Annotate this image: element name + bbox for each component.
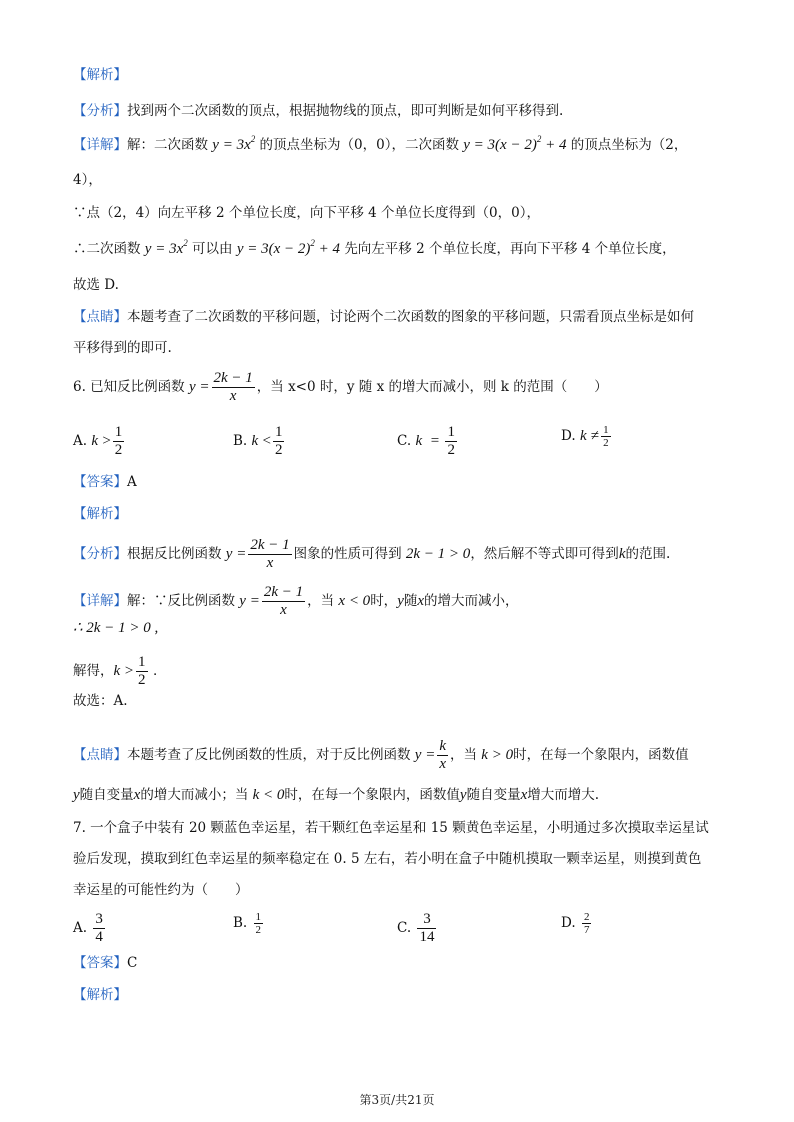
q7-answer-value: C [127,955,138,971]
q5-detail-cont: 4）， [73,172,102,188]
q5-therefore-b: 可以由 [192,241,233,257]
q7-stem-2: 验后发现，摸取到红色幸运星的频率稳定在 0. 5 左右，若小明在盒子中随机摸取一颗幸运星，则摸到黄色 [73,851,702,867]
q6-option-a-fraction: $\frac{1}{2}$ [114,424,123,458]
q7-option-d[interactable]: D. $\frac{2}{7}$ [561,911,590,936]
q7-answer [73,953,137,973]
tag-daan-q7: 【答案】 [73,955,127,971]
q6-comment: 【点睛】本题考查了反比例函数的性质，对于反比例函数 y = $\frac{k}{x}$ ，当 k > 0时，在每一个象限内，函数值 [73,738,689,772]
q6-solve: 解得，k > $\frac{1}{2}$ . [73,654,158,688]
q6-comment-cont: y随自变量x的增大而减小；当 k < 0时，在每一个象限内，函数值y随自变量x增大而增大. [73,787,600,803]
tag-xiangjie-q6: 【详解】 [73,593,127,609]
q5-detail-text-c: 的顶点坐标为（2， [570,137,688,153]
q7-option-b[interactable]: B. $\frac{1}{2}$ [233,911,262,936]
tag-dianjing-q6: 【点睛】 [73,747,127,763]
q6-option-b-fraction: $\frac{1}{2}$ [274,424,283,458]
q5-jiexi-heading [73,65,127,85]
q6-analysis: 【分析】根据反比例函数 y = $\frac{2k - 1}{x}$ 图象的性质可得到 2k − 1 > 0，然后解不等式即可得到k的范围. [73,537,671,571]
q6-option-d-fraction: $\frac{1}{2}$ [603,424,609,449]
q7-option-c[interactable]: C. $\frac{3}{14}$ [397,911,435,945]
q7-option-a[interactable]: A. $\frac{3}{4}$ [73,911,103,945]
q7-jiexi-heading [73,985,127,1005]
page-footer: 第3页/共21页 [359,1093,435,1107]
q7-stem-1: 7. 一个盒子中装有 20 颗蓝色幸运星，若干颗红色幸运星和 15 颗黄色幸运星，小明通过多次摸取幸运星试 [73,820,709,836]
q6-option-c-fraction: $\frac{1}{2}$ [447,424,455,458]
q6-stem-y: y = [188,379,210,395]
tag-daan: 【答案】 [73,474,127,490]
q6-stem-b: ，当 x<0 时，y 随 x 的增大而减小，则 k 的范围（ ） [256,379,608,395]
q6-stem-a: 6. 已知反比例函数 [73,379,185,395]
q6-stem [73,370,608,405]
q5-therefore-a: ∴二次函数 [73,241,141,257]
q6-inequality: ∴ 2k − 1 > 0 , [73,620,159,636]
q6-option-a[interactable]: A. k > $\frac{1}{2}$ [73,424,123,458]
q5-formula-3: $y = 3x^2$ [144,238,188,257]
q5-comment-text-1: 本题考查了二次函数的平移问题，讨论两个二次函数的图象的平移问题，只需看顶点坐标是如何 [127,309,694,325]
q6-answer [73,472,137,492]
q6-jiexi-heading [73,504,127,524]
q5-detail-text-b: 的顶点坐标为（0，0），二次函数 [259,137,459,153]
q5-comment [73,307,694,327]
q5-formula-2: $y = 3(x - 2)^2 + 4$ [463,134,567,153]
q5-formula-1: $y = 3x^2$ [212,134,256,153]
q6-option-b[interactable]: B. k < $\frac{1}{2}$ [233,424,283,458]
q5-detail-text-a: 解：二次函数 [127,137,208,153]
q6-option-d[interactable]: D. k ≠ $\frac{1}{2}$ [561,424,609,449]
q5-analysis-text: 找到两个二次函数的顶点，根据抛物线的顶点，即可判断是如何平移得到. [127,103,564,119]
q5-formula-4: $y = 3(x - 2)^2 + 4$ [236,238,341,257]
q5-comment-cont: 平移得到的即可. [73,340,172,356]
q6-detail: 【详解】解：∵反比例函数 y = $\frac{2k - 1}{x}$ ，当 x < 0时，y随x的增大而减小， [73,584,519,618]
q5-analysis [73,101,563,121]
tag-fenxi-q6: 【分析】 [73,546,127,562]
q5-detail [73,135,687,155]
q6-answer-value: A [127,474,137,490]
q5-because-line: ∵点（2，4）向左平移 2 个单位长度，向下平移 4 个单位长度得到（0，0）， [73,205,540,221]
tag-fenxi: 【分析】 [73,103,127,119]
tag-jiexi: 【解析】 [73,67,127,83]
q5-therefore-line [73,239,676,259]
tag-jiexi-q7: 【解析】 [73,987,127,1003]
tag-dianjing: 【点睛】 [73,309,127,325]
q5-choose: 故选 D. [73,277,119,293]
q6-option-c[interactable]: C. k = $\frac{1}{2}$ [397,424,455,458]
q6-choose: 故选：A. [73,693,128,709]
q6-stem-fraction: $\frac{2k - 1}{x}$ [213,370,253,404]
tag-xiangjie: 【详解】 [73,137,127,153]
tag-jiexi-q6: 【解析】 [73,506,127,522]
q7-stem-3: 幸运星的可能性约为（ ） [73,882,249,898]
q5-therefore-c: 先向左平移 2 个单位长度，再向下平移 4 个单位长度， [344,241,676,257]
